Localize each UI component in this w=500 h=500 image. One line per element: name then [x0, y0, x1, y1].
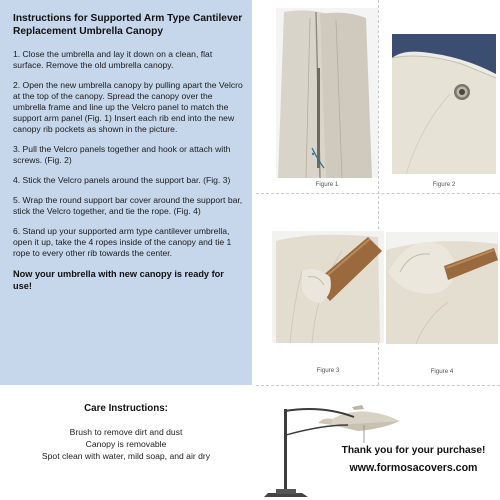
figure-1-caption: Figure 1 — [315, 181, 339, 188]
step-3: 3. Pull the Velcro panels together and hook or attach with screws. (Fig. 2) — [13, 144, 231, 165]
ready-for-use-line: Now your umbrella with new canopy is ready for use! — [13, 269, 224, 291]
figure-1-photo — [276, 8, 378, 178]
step-6: 6. Stand up your supported arm type cantilever umbrella, open it up, take the 4 ropes inside of the canopy and tie 1 rope to every other rib towards the center. — [13, 226, 232, 258]
figure-2-photo — [392, 34, 496, 174]
figure-4 — [386, 232, 498, 382]
care-instructions — [0, 385, 252, 500]
figure-3-caption: Figure 3 — [316, 367, 340, 374]
thank-you-message: Thank you for your purchase! — [341, 445, 486, 456]
figure-4-caption: Figure 4 — [430, 368, 454, 375]
figure-3 — [272, 231, 384, 381]
care-line: Brush to remove dirt and dust — [69, 427, 183, 437]
step-2: 2. Open the new umbrella canopy by pulling apart the Velcro at the top of the canopy. Spread the canopy over the umbrella frame and line up the Velcro panel to match the support arm panel (Fig. 1) Insert each rib end into the new canopy rib pockets as shown in the picture. — [13, 80, 243, 134]
care-line: Canopy is removable — [85, 439, 167, 449]
step-4: 4. Stick the Velcro panels around the support bar. (Fig. 3) — [13, 175, 231, 185]
section-divider — [256, 385, 500, 386]
step-5: 5. Wrap the round support bar cover around the support bar, stick the Velcro together, and tie the rope. (Fig. 4) — [13, 195, 243, 216]
figure-2-caption: Figure 2 — [432, 181, 456, 188]
instructions-panel — [0, 0, 252, 385]
website-url: www.formosacovers.com — [349, 462, 478, 474]
figure-2 — [392, 34, 496, 188]
step-1: 1. Close the umbrella and lay it down on a clean, flat surface. Remove the old umbrella canopy. — [13, 49, 213, 70]
figure-3-photo — [272, 231, 384, 343]
care-title: Care Instructions: — [84, 403, 168, 414]
figure-1 — [276, 8, 378, 188]
instructions-title: Instructions for Supported Arm Type Cantilever Replacement Umbrella Canopy — [13, 13, 243, 37]
figure-4-photo — [386, 232, 498, 344]
care-line: Spot clean with water, mild soap, and air dry — [41, 451, 211, 461]
figure-grid — [262, 0, 500, 385]
